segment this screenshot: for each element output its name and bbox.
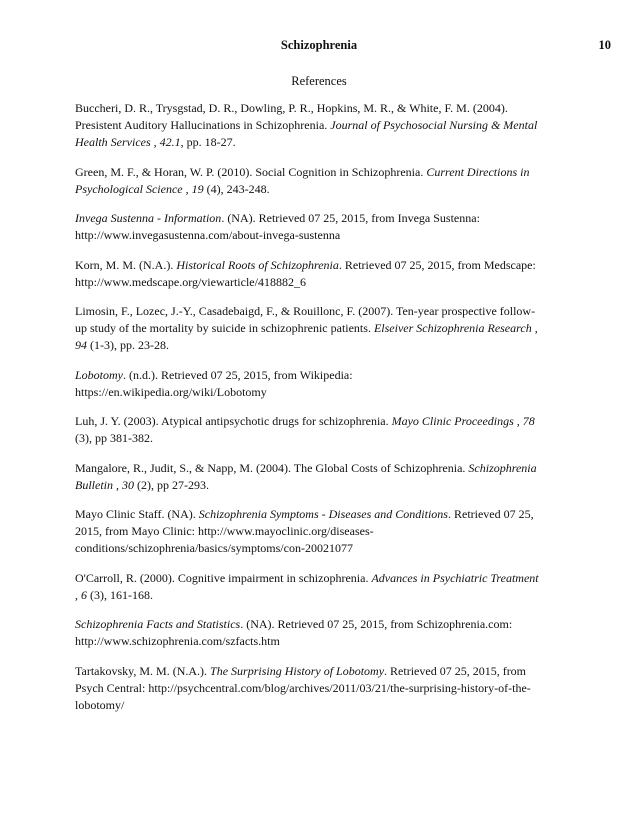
reference-text: Presistent Auditory Hallucinations in Schizophrenia. (75, 118, 331, 132)
reference-text: Psych Central: http://psychcentral.com/blog/archives/2011/03/21/the-surprising-history-of-the- (75, 680, 531, 695)
reference-text: . Retrieved 07 25, 2015, from (384, 663, 527, 678)
reference-italic-text: Schizophrenia (468, 460, 537, 475)
reference-text: Mayo Clinic Staff. (NA). (75, 507, 199, 521)
reference-text: lobotomy/ (75, 697, 125, 712)
reference-line (75, 181, 567, 198)
reference-line (75, 523, 567, 540)
reference-italic-text: Health Services , 42.1 (75, 135, 181, 149)
reference-line (75, 227, 567, 244)
reference-text: (3), 161-168. (87, 587, 153, 602)
reference-text: (1-3), pp. 23-28. (87, 338, 169, 352)
reference-line (75, 477, 567, 494)
reference-italic-text: Elseiver Schizophrenia Research , (373, 321, 538, 335)
reference-entry (75, 506, 567, 557)
reference-text: http://www.schizophrenia.com/szfacts.htm (75, 634, 280, 648)
reference-line (75, 430, 567, 447)
reference-italic-text: Schizophrenia Facts and Statistics (75, 617, 241, 631)
page-number: 10 (598, 38, 611, 52)
reference-italic-text: The Surprising History of Lobotomy (210, 663, 385, 678)
reference-italic-text: Schizophrenia Symptoms - Diseases and Conditions (198, 507, 448, 521)
reference-line (75, 460, 567, 477)
reference-line (75, 697, 567, 714)
reference-italic-text: 94 (75, 338, 87, 352)
reference-text: Tartakovsky, M. M. (N.A.). (75, 663, 211, 678)
reference-line (75, 320, 567, 337)
reference-entry (75, 616, 567, 650)
reference-text: (2), pp 27-293. (134, 477, 209, 492)
reference-line (75, 680, 567, 697)
reference-entry (75, 164, 567, 198)
reference-italic-text: Bulletin , 30 (75, 477, 134, 492)
reference-line (75, 570, 567, 587)
reference-italic-text: Advances in Psychiatric Treatment (371, 570, 539, 585)
reference-line (75, 100, 567, 117)
reference-line (75, 257, 567, 274)
reference-italic-text: Psychological Science , 19 (75, 181, 204, 196)
reference-text: Korn, M. M. (N.A.). (75, 257, 177, 272)
reference-line (75, 367, 567, 384)
reference-italic-text: Lobotomy (75, 367, 123, 382)
reference-line (75, 616, 567, 633)
reference-line (75, 384, 567, 401)
reference-text: Luh, J. Y. (2003). Atypical antipsychotic drugs for schizophrenia. (75, 414, 392, 428)
references-list (75, 100, 567, 726)
reference-italic-text: Historical Roots of Schizophrenia (176, 257, 339, 272)
reference-entry (75, 570, 567, 604)
reference-text: 2015, from Mayo Clinic: http://www.mayoclinic.org/diseases- (75, 524, 374, 538)
reference-line (75, 337, 567, 354)
reference-text: . (NA). Retrieved 07 25, 2015, from Invega Sustenna: (221, 211, 480, 225)
reference-line (75, 633, 567, 650)
reference-line (75, 663, 567, 680)
reference-text: http://www.invegasustenna.com/about-invega-sustenna (75, 228, 341, 242)
reference-italic-text: Current Directions in (426, 164, 530, 179)
reference-text: O'Carroll, R. (2000). Cognitive impairment in schizophrenia. (75, 570, 372, 585)
reference-line (75, 303, 567, 320)
reference-italic-text: Journal of Psychosocial Nursing & Mental (330, 118, 538, 132)
reference-line (75, 506, 567, 523)
reference-entry (75, 663, 567, 714)
reference-entry (75, 367, 567, 401)
reference-entry (75, 210, 567, 244)
reference-text: Buccheri, D. R., Trysgstad, D. R., Dowling, P. R., Hopkins, M. R., & White, F. M. (2004). (75, 101, 508, 115)
reference-text: https://en.wikipedia.org/wiki/Lobotomy (75, 384, 267, 399)
reference-line (75, 540, 567, 557)
reference-line (75, 587, 567, 604)
reference-entry (75, 413, 567, 447)
reference-line (75, 413, 567, 430)
references-heading: References (291, 74, 347, 88)
reference-text: . Retrieved 07 25, 2015, from Medscape: (338, 257, 536, 272)
reference-text: , pp. 18-27. (180, 135, 236, 149)
reference-text: . (NA). Retrieved 07 25, 2015, from Schizophrenia.com: (240, 617, 513, 631)
reference-text: . (n.d.). Retrieved 07 25, 2015, from Wikipedia: (123, 367, 353, 382)
reference-line (75, 164, 567, 181)
reference-entry (75, 257, 567, 291)
reference-line (75, 210, 567, 227)
running-head-title: Schizophrenia (280, 38, 358, 52)
reference-entry (75, 303, 567, 354)
reference-italic-text: Mayo Clinic Proceedings , 78 (391, 414, 535, 428)
reference-italic-text: Invega Sustenna - Information (75, 211, 222, 225)
reference-line (75, 134, 567, 151)
reference-text: (3), pp 381-382. (75, 431, 153, 445)
reference-italic-text: , 6 (75, 587, 87, 602)
reference-line (75, 117, 567, 134)
reference-text: . Retrieved 07 25, (447, 507, 534, 521)
reference-line (75, 274, 567, 291)
reference-text: up study of the mortality by suicide in schizophrenic patients. (75, 321, 374, 335)
reference-text: Limosin, F., Lozec, J.-Y., Casadebaigd, F., & Rouillonc, F. (2007). Ten-year prospective follow- (75, 304, 536, 318)
reference-entry (75, 100, 567, 151)
reference-text: Mangalore, R., Judit, S., & Napp, M. (2004). The Global Costs of Schizophrenia. (75, 460, 469, 475)
reference-text: (4), 243-248. (203, 181, 270, 196)
reference-text: Green, M. F., & Horan, W. P. (2010). Social Cognition in Schizophrenia. (75, 164, 427, 179)
reference-entry (75, 460, 567, 494)
reference-text: conditions/schizophrenia/basics/symptoms/con-20021077 (75, 541, 353, 555)
reference-text: http://www.medscape.org/viewarticle/418882_6 (75, 274, 306, 289)
